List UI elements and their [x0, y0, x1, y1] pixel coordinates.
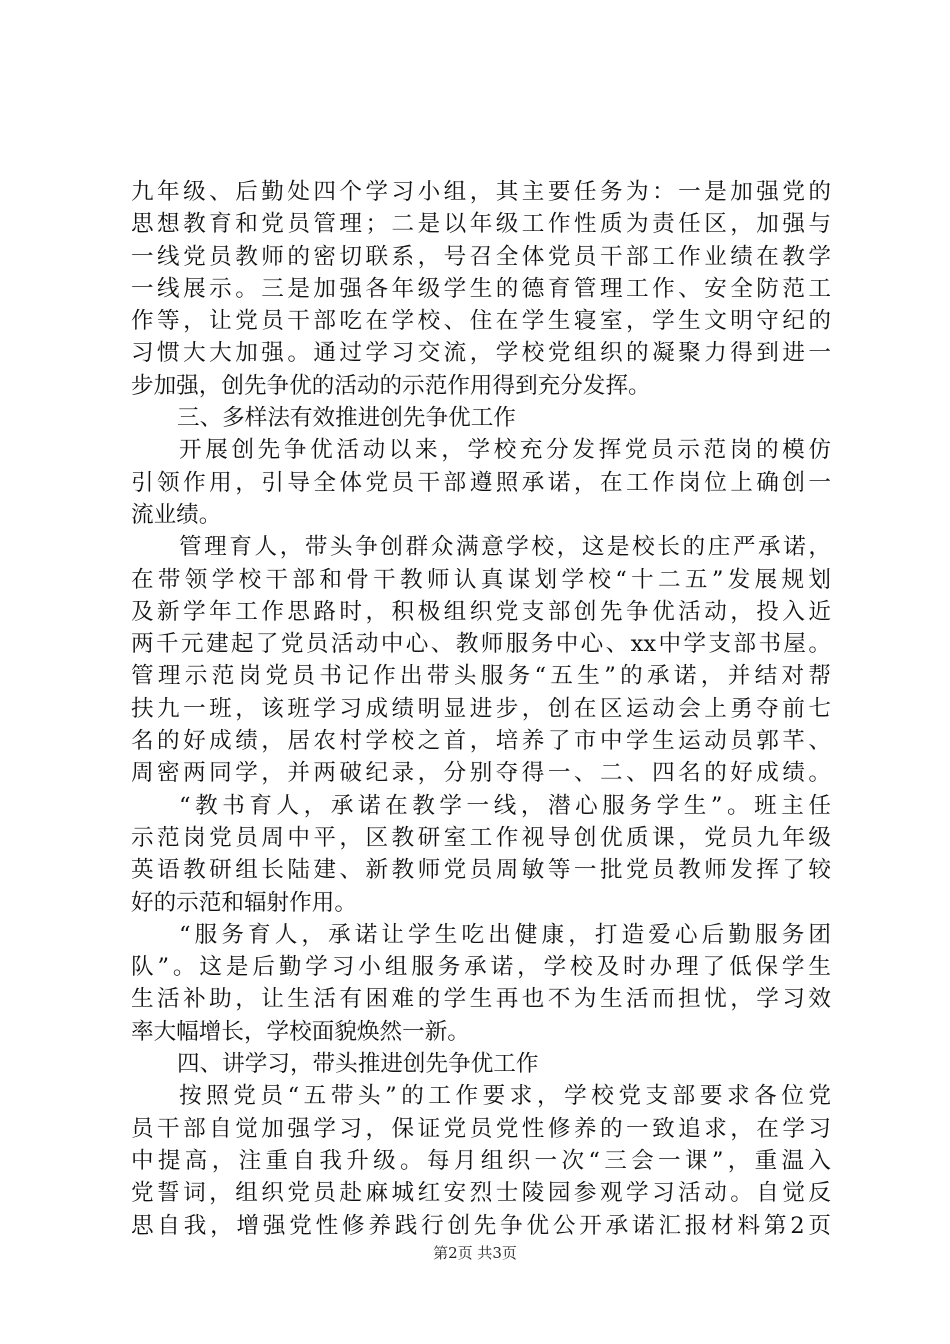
- text-line-2: 思想教育和党员管理；二是以年级工作性质为责任区，加强与: [131, 211, 831, 238]
- section-heading-4: 四、讲学习，带头推进创先争优工作: [177, 1051, 539, 1078]
- text-line-19: 周密两同学，并两破纪录，分别夺得一、二、四名的好成绩。: [131, 760, 831, 787]
- text-line-17: 扶九一班，该班学习成绩明显进步，创在区运动会上勇夺前七: [131, 695, 831, 722]
- text-line-32: 党誓词，组织党员赴麻城红安烈士陵园参观学习活动。自觉反: [131, 1180, 831, 1207]
- text-line-23: 好的示范和辐射作用。: [131, 889, 357, 916]
- text-line-25: 队”。这是后勤学习小组服务承诺，学校及时办理了低保学生: [131, 954, 831, 981]
- text-line-22: 英语教研组长陆建、新教师党员周敏等一批党员教师发挥了较: [131, 857, 831, 884]
- document-body: [131, 176, 831, 1242]
- text-line-6: 习惯大大加强。通过学习交流，学校党组织的凝聚力得到进一: [131, 340, 831, 367]
- text-line-33: 思自我，增强党性修养践行创先争优公开承诺汇报材料第2页: [131, 1212, 831, 1239]
- text-line-16: 管理示范岗党员书记作出带头服务“五生”的承诺，并结对帮: [131, 663, 831, 690]
- section-heading-3: 三、多样法有效推进创先争优工作: [177, 405, 516, 432]
- text-line-30: 员干部自觉加强学习，保证党员党性修养的一致追求，在学习: [131, 1115, 831, 1142]
- text-line-18: 名的好成绩，居农村学校之首，培养了市中学生运动员郭芊、: [131, 728, 831, 755]
- text-line-11: 流业绩。: [131, 501, 222, 528]
- text-line-24: “服务育人，承诺让学生吃出健康，打造爱心后勤服务团: [179, 921, 831, 948]
- text-line-27: 率大幅增长，学校面貌焕然一新。: [131, 1018, 470, 1045]
- text-line-15: 两千元建起了党员活动中心、教师服务中心、xx中学支部书屋。: [131, 631, 831, 658]
- text-line-1: 九年级、后勤处四个学习小组，其主要任务为：一是加强党的: [131, 179, 831, 205]
- page-number-footer: 第2页 共3页: [433, 1244, 517, 1262]
- text-line-31: 中提高，注重自我升级。每月组织一次“三会一课”，重温入: [131, 1147, 831, 1174]
- text-line-21: 示范岗党员周中平，区教研室工作视导创优质课，党员九年级: [131, 824, 831, 851]
- text-line-3: 一线党员教师的密切联系，号召全体党员干部工作业绩在教学: [131, 243, 831, 270]
- text-line-7: 步加强，创先争优的活动的示范作用得到充分发挥。: [131, 372, 651, 399]
- text-line-9: 开展创先争优活动以来，学校充分发挥党员示范岗的模仿: [179, 437, 831, 464]
- text-line-20: “教书育人，承诺在教学一线，潜心服务学生”。班主任: [179, 792, 831, 819]
- text-line-4: 一线展示。三是加强各年级学生的德育管理工作、安全防范工: [131, 275, 831, 302]
- text-line-14: 及新学年工作思路时，积极组织党支部创先争优活动，投入近: [131, 598, 831, 625]
- text-line-5: 作等，让党员干部吃在学校、住在学生寝室，学生文明守纪的: [131, 308, 831, 335]
- text-line-13: 在带领学校干部和骨干教师认真谋划学校“十二五”发展规划: [131, 566, 831, 593]
- text-line-12: 管理育人，带头争创群众满意学校，这是校长的庄严承诺，: [179, 534, 831, 561]
- text-line-26: 生活补助，让生活有困难的学生再也不为生活而担忧，学习效: [131, 986, 831, 1013]
- text-line-29: 按照党员“五带头”的工作要求，学校党支部要求各位党: [179, 1083, 831, 1110]
- text-line-10: 引领作用，引导全体党员干部遵照承诺，在工作岗位上确创一: [131, 469, 831, 496]
